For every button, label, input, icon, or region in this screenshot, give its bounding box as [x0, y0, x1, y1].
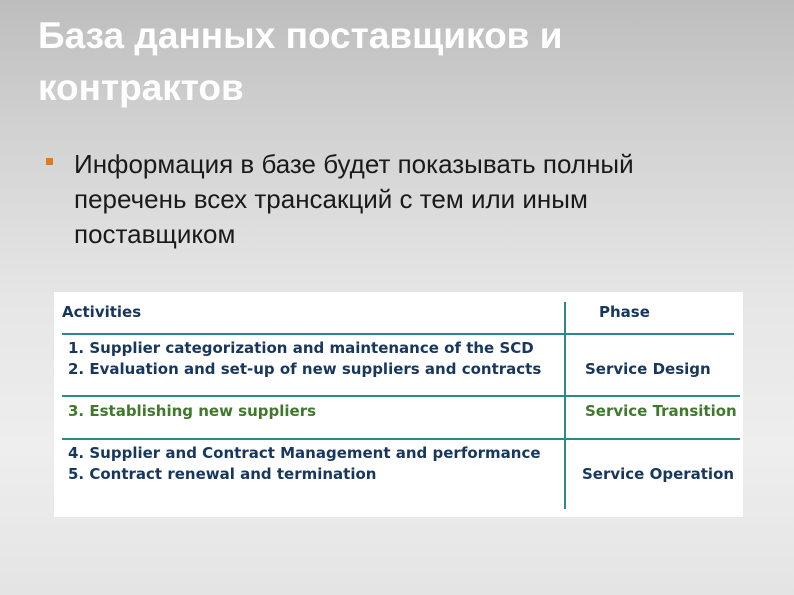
activity-item: 1. Supplier categorization and maintenance of the SCD — [68, 339, 534, 357]
phase-header: Phase — [599, 303, 650, 321]
activity-item: 4. Supplier and Contract Management and performance — [68, 444, 541, 462]
activity-item: 5. Contract renewal and termination — [68, 465, 377, 483]
bullet-text: Информация в базе будет показывать полный перечень всех трансакций с тем или иным поставщиком — [74, 149, 634, 249]
group-rule — [62, 438, 740, 440]
phase-service-operation: Service Operation — [582, 465, 735, 483]
group-rule — [62, 395, 740, 397]
header-rule — [62, 333, 734, 335]
column-divider — [564, 302, 566, 509]
slide-title: База данных поставщиков и контрактов — [38, 15, 563, 108]
bullet-item — [46, 147, 746, 252]
phase-service-design: Service Design — [585, 360, 711, 378]
activity-item: 3. Establishing new suppliers — [68, 402, 317, 420]
activities-phase-table — [54, 292, 743, 517]
activities-header: Activities — [62, 303, 142, 321]
square-bullet-icon — [46, 158, 53, 165]
phase-service-transition: Service Transition — [585, 402, 737, 420]
activity-item: 2. Evaluation and set-up of new suppliers and contracts — [68, 360, 542, 378]
